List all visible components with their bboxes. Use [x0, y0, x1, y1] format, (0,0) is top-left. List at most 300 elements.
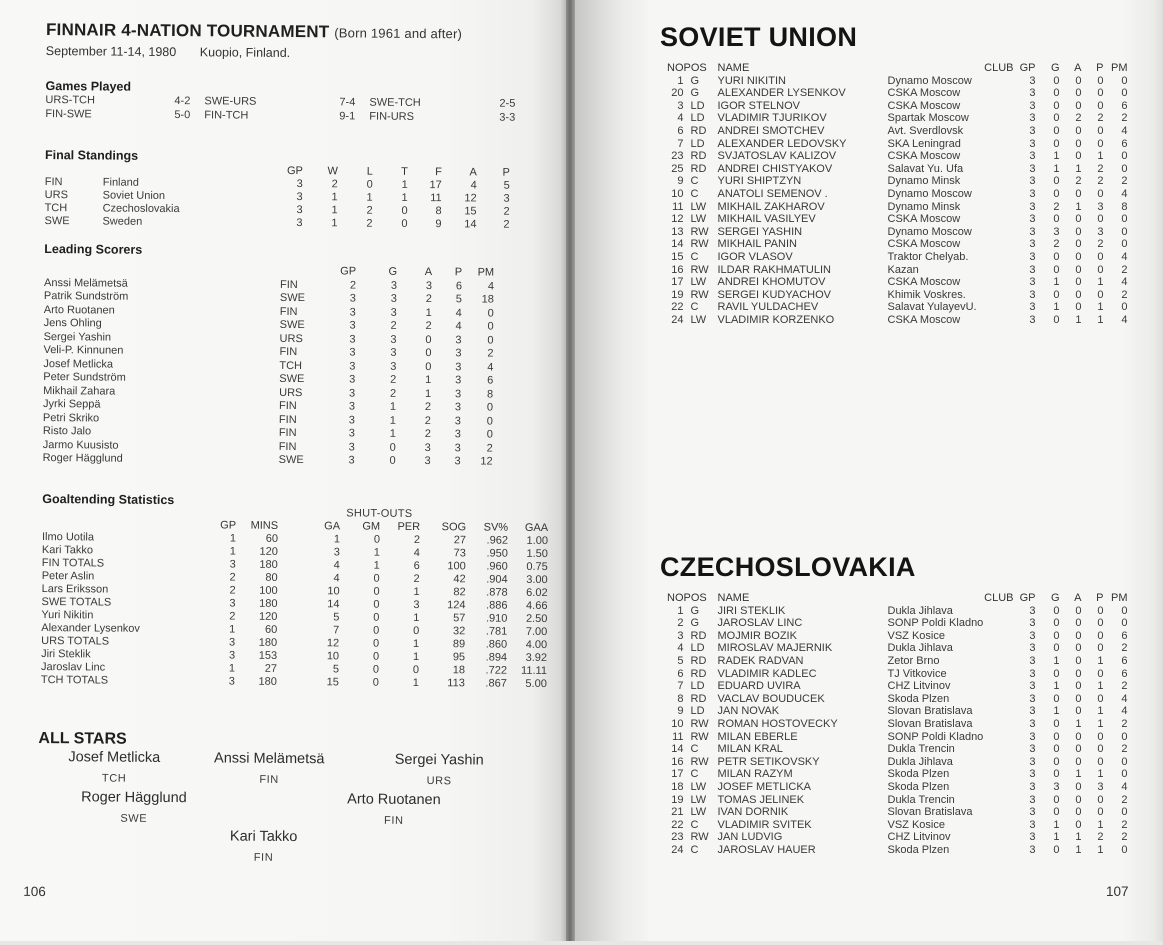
- stat-gp: 3: [1029, 793, 1036, 806]
- stat-pm: 6: [1121, 654, 1128, 667]
- stat-gp: 3: [1029, 780, 1036, 793]
- stat-p: 1: [1097, 717, 1104, 730]
- stat-p: 1: [1097, 705, 1104, 718]
- roster-row: [660, 213, 1128, 226]
- stat-p: 5: [503, 179, 510, 192]
- match-label: SWE-TCH: [369, 96, 421, 109]
- stat-a: 0: [1075, 213, 1082, 226]
- stat-gm: 0: [372, 676, 379, 689]
- all-star-name: Arto Ruotanen: [347, 791, 441, 809]
- player-position: RW: [690, 717, 709, 730]
- stat-gp: 3: [1029, 730, 1036, 743]
- stat-a: 0: [1075, 288, 1082, 301]
- stat-pm: 0: [1121, 74, 1128, 87]
- stat-l: 2: [366, 217, 373, 230]
- stat-sog: 124: [447, 599, 466, 612]
- team-name: Finland: [102, 176, 139, 189]
- match-label: FIN-URS: [369, 110, 414, 123]
- player-club: Slovan Bratislava: [887, 705, 973, 718]
- stat-pm: 0: [1121, 730, 1128, 743]
- player-name: MIKHAIL VASILYEV: [717, 213, 816, 226]
- player-position: LW: [690, 806, 707, 819]
- player-club: Spartak Moscow: [887, 112, 969, 125]
- roster-row: [660, 794, 1128, 807]
- stat-pm: 6: [1121, 99, 1128, 112]
- stat-a: 0: [425, 360, 432, 373]
- player-name: MOJMIR BOZIK: [717, 629, 797, 642]
- roster-row: [660, 264, 1128, 277]
- stat-pm: 2: [1121, 793, 1128, 806]
- roster-row: [660, 201, 1128, 214]
- stat-pm: 0: [486, 428, 493, 441]
- stat-f: 17: [429, 179, 442, 192]
- player-position: LW: [690, 213, 707, 226]
- player-number: 23: [671, 150, 684, 163]
- match-score: 3-3: [499, 111, 516, 124]
- stat-gp: 3: [1029, 843, 1036, 856]
- stat-ga: 12: [326, 637, 340, 650]
- stat-pm: 0: [1121, 150, 1128, 163]
- scorer-row: [43, 452, 493, 469]
- player-club: Dynamo Moscow: [887, 225, 972, 238]
- stat-a: 0: [425, 347, 432, 360]
- player-name: ALEXANDER LEDOVSKY: [717, 137, 847, 150]
- column-header: PM: [477, 266, 495, 279]
- soviet-roster-rows: [660, 75, 1128, 327]
- stat-pm: 4: [1121, 250, 1128, 263]
- stat-p: 0: [1097, 124, 1104, 137]
- stat-a: 0: [1075, 806, 1082, 819]
- player-team: FIN: [279, 399, 297, 413]
- stat-a: 0: [1075, 730, 1082, 743]
- player-club: TJ Vitkovice: [887, 667, 947, 680]
- all-star-name: Anssi Melämetsä: [214, 750, 325, 768]
- roster-row: [660, 831, 1128, 844]
- stat-a: 2: [425, 293, 432, 306]
- player-name: Jens Ohling: [43, 317, 102, 330]
- stat-gp: 3: [1029, 717, 1036, 730]
- stat-pm: 2: [1121, 680, 1128, 693]
- player-number: 3: [677, 629, 684, 642]
- player-name: VLADIMIR KADLEC: [717, 667, 817, 680]
- roster-row: [660, 642, 1128, 655]
- player-name: JAN NOVAK: [717, 705, 780, 718]
- stat-g: 2: [390, 319, 397, 332]
- player-team: FIN: [279, 305, 298, 318]
- stat-a: 1: [1075, 843, 1082, 856]
- stat-g: 0: [389, 441, 396, 454]
- stat-a: 3: [424, 441, 431, 454]
- player-name: JIRI STEKLIK: [717, 604, 786, 617]
- stat-a: 1: [425, 374, 432, 387]
- stat-g: 1: [1053, 301, 1060, 314]
- stat-gp: 3: [1029, 200, 1036, 213]
- player-club: SONP Poldi Kladno: [887, 730, 984, 743]
- stat-p: 3: [454, 414, 461, 427]
- stat-gp: 3: [1029, 74, 1036, 87]
- left-page: [0, 0, 566, 941]
- stat-gp: 3: [1029, 250, 1036, 263]
- player-name: VLADIMIR TJURIKOV: [717, 112, 827, 125]
- stat-mins: 100: [259, 584, 278, 597]
- goalie-name: TCH TOTALS: [40, 674, 109, 687]
- column-header: P: [1096, 62, 1104, 74]
- stat-per: 2: [413, 533, 421, 547]
- all-star-name: Kari Takko: [229, 828, 298, 846]
- player-club: Skoda Plzen: [887, 692, 950, 705]
- player-position: LW: [690, 780, 707, 793]
- column-header: A: [1074, 592, 1082, 604]
- stat-pm: 4: [1121, 187, 1128, 200]
- stat-gm: 0: [373, 598, 380, 611]
- stat-gp: 2: [229, 610, 236, 623]
- stat-p: 1: [1097, 680, 1104, 693]
- stat-a: 1: [424, 387, 432, 400]
- player-club: Zetor Brno: [887, 654, 940, 667]
- stat-a: 0: [1075, 617, 1082, 630]
- stat-ga: 4: [333, 572, 340, 585]
- stat-gp: 3: [349, 359, 356, 372]
- stat-p: 0: [1097, 187, 1104, 200]
- stat-p: 0: [1097, 137, 1104, 150]
- player-position: RD: [690, 692, 707, 705]
- stat-p: 4: [455, 320, 462, 333]
- goalie-name: Jaroslav Linc: [40, 661, 106, 674]
- stat-svpct: .960: [486, 560, 508, 573]
- stat-gp: 3: [1029, 213, 1036, 226]
- stat-gp: 3: [1029, 87, 1036, 100]
- player-position: G: [690, 617, 700, 630]
- player-number: 4: [677, 112, 684, 125]
- player-team: FIN: [278, 440, 297, 453]
- stat-l: 0: [366, 178, 373, 191]
- roster-row: [660, 112, 1128, 125]
- stat-pm: 6: [1121, 667, 1128, 680]
- games-played-heading: Games Played: [45, 79, 132, 94]
- stat-sog: 100: [447, 560, 466, 573]
- stat-p: 0: [1097, 755, 1104, 768]
- column-header: GP: [1019, 592, 1036, 604]
- shutouts-span-label: SHUT-OUTS: [346, 507, 413, 520]
- stat-g: 0: [1053, 137, 1060, 150]
- stat-gp: 3: [1029, 99, 1036, 112]
- stat-g: 0: [1053, 743, 1060, 756]
- stat-gaa: 4.66: [526, 599, 548, 613]
- stat-gp: 3: [1029, 301, 1036, 314]
- player-number: 9: [677, 705, 684, 718]
- team-code: SWE: [44, 215, 70, 228]
- roster-row: [660, 806, 1128, 819]
- player-number: 7: [677, 137, 684, 150]
- stat-pm: 4: [1121, 124, 1128, 137]
- player-position: RW: [690, 225, 709, 238]
- player-number: 17: [671, 276, 684, 289]
- stat-gp: 2: [229, 584, 236, 597]
- column-header: NAME: [717, 62, 750, 74]
- stat-a: 0: [1075, 137, 1082, 150]
- goalie-row: [41, 674, 547, 691]
- player-name: JOSEF METLICKA: [717, 780, 812, 793]
- player-name: Petri Skriko: [42, 411, 100, 424]
- player-name: MILAN RAZYM: [717, 768, 793, 781]
- roster-row: [660, 605, 1128, 618]
- stat-a: 1: [1075, 831, 1082, 844]
- player-number: 19: [671, 793, 684, 806]
- player-name: ANDREI KHOMUTOV: [717, 276, 826, 289]
- roster-row: [660, 630, 1128, 643]
- stat-f: 11: [430, 192, 442, 205]
- stat-gp: 3: [349, 332, 356, 345]
- stat-gp: 3: [296, 191, 303, 204]
- stat-pm: 2: [1121, 743, 1128, 756]
- player-position: RD: [690, 629, 707, 642]
- roster-row: [660, 238, 1128, 251]
- all-star-team: TCH: [101, 772, 127, 785]
- stat-g: 0: [1053, 313, 1060, 326]
- player-club: CHZ Litvinov: [887, 680, 951, 693]
- stat-g: 3: [390, 346, 397, 359]
- player-position: C: [690, 175, 699, 188]
- roster-row: [660, 781, 1128, 794]
- all-star-name: Sergei Yashin: [394, 751, 484, 769]
- column-header: GAA: [524, 521, 549, 535]
- stat-per: 1: [412, 676, 419, 689]
- player-club: Slovan Bratislava: [887, 717, 973, 730]
- stat-p: 0: [1097, 604, 1104, 617]
- column-header: SOG: [441, 521, 467, 534]
- player-club: Dukla Jihlava: [887, 642, 953, 655]
- stat-gp: 3: [1029, 225, 1036, 238]
- stat-svpct: .878: [486, 586, 508, 599]
- stat-g: 0: [1053, 213, 1060, 226]
- player-position: RW: [690, 263, 709, 276]
- player-name: JAN LUDVIG: [717, 831, 783, 844]
- stat-gaa: 3.92: [525, 651, 548, 665]
- stat-pm: 0: [486, 415, 493, 428]
- stat-gp: 3: [348, 427, 355, 440]
- stat-sog: 27: [453, 534, 467, 547]
- final-standings-heading: Final Standings: [44, 148, 139, 163]
- column-header: POS: [683, 62, 707, 74]
- team-name: Czechoslovakia: [102, 202, 180, 216]
- stat-g: 0: [1053, 263, 1060, 276]
- stat-a: 2: [1075, 175, 1082, 188]
- player-number: 22: [671, 301, 684, 314]
- player-name: JAROSLAV LINC: [717, 617, 803, 630]
- column-header: A: [469, 166, 477, 179]
- match-score: 2-5: [499, 97, 516, 110]
- goalie-name: FIN TOTALS: [41, 557, 105, 570]
- stat-gp: 3: [1029, 150, 1036, 163]
- czechoslovakia-title: CZECHOSLOVAKIA: [660, 552, 916, 582]
- stat-g: 3: [390, 292, 397, 305]
- player-name: MIROSLAV MAJERNIK: [717, 642, 833, 655]
- player-name: PETR SETIKOVSKY: [717, 755, 820, 768]
- player-number: 9: [677, 175, 684, 188]
- player-position: LD: [690, 137, 705, 150]
- stat-a: 0: [1075, 692, 1082, 705]
- stat-t: 1: [401, 178, 408, 191]
- stat-pm: 0: [486, 401, 494, 414]
- player-team: TCH: [279, 359, 303, 372]
- stat-p: 3: [1097, 780, 1104, 793]
- stat-gp: 3: [1029, 288, 1036, 301]
- player-team: FIN: [279, 278, 298, 291]
- roster-row: [660, 163, 1128, 176]
- stat-p: 2: [1097, 175, 1104, 188]
- stat-g: 0: [1053, 692, 1060, 705]
- stat-p: 0: [1097, 667, 1104, 680]
- stat-g: 0: [1053, 793, 1060, 806]
- czech-roster-head: [660, 592, 1128, 605]
- stat-gp: 3: [1029, 137, 1036, 150]
- stat-g: 0: [1053, 629, 1060, 642]
- stat-pm: 0: [1121, 843, 1128, 856]
- stat-ga: 5: [333, 611, 340, 624]
- stat-gp: 3: [228, 649, 236, 662]
- soviet-roster-head: [660, 62, 1128, 75]
- player-number: 13: [671, 225, 684, 238]
- stat-pm: 0: [1121, 213, 1128, 226]
- stat-gm: 0: [373, 637, 380, 650]
- roster-row: [660, 819, 1128, 832]
- match-label: URS-TCH: [45, 94, 95, 107]
- player-name: SERGEI YASHIN: [717, 225, 803, 238]
- player-name: MILAN EBERLE: [717, 730, 798, 743]
- player-club: Dukla Jihlava: [887, 604, 953, 617]
- player-club: Salavat Yu. Ufa: [887, 162, 964, 175]
- all-star-team: SWE: [120, 812, 148, 825]
- stat-t: 0: [401, 204, 408, 217]
- stat-gp: 3: [1029, 604, 1036, 617]
- player-position: C: [690, 843, 699, 856]
- stat-p: 1: [1097, 818, 1104, 831]
- stat-pm: 4: [487, 280, 495, 293]
- player-club: CSKA Moscow: [887, 150, 961, 163]
- stat-g: 0: [1053, 74, 1060, 87]
- games-played-rows: [45, 93, 529, 125]
- stat-sog: 18: [452, 664, 466, 677]
- player-club: Dukla Jihlava: [887, 755, 953, 768]
- stat-svpct: .894: [485, 651, 508, 664]
- stat-pm: 2: [1121, 717, 1128, 730]
- stat-gp: 3: [1029, 705, 1036, 718]
- player-name: IGOR VLASOV: [717, 250, 793, 263]
- player-position: RD: [690, 124, 707, 137]
- roster-row: [660, 693, 1128, 706]
- stat-p: 3: [455, 360, 462, 373]
- stat-per: 4: [413, 546, 420, 559]
- player-number: 5: [677, 654, 684, 667]
- player-position: RW: [690, 288, 709, 301]
- stat-p: 0: [1097, 617, 1104, 630]
- player-number: 22: [671, 818, 684, 831]
- column-header: T: [401, 165, 408, 178]
- column-header: GM: [362, 520, 381, 533]
- stat-mins: 80: [265, 571, 278, 584]
- stat-g: 1: [1053, 831, 1060, 844]
- stat-g: 1: [1053, 680, 1060, 693]
- column-header: G: [388, 265, 398, 278]
- column-header: GP: [340, 265, 357, 278]
- stat-p: 3: [454, 428, 461, 441]
- stat-g: 0: [1053, 806, 1060, 819]
- stat-svpct: .904: [486, 573, 508, 586]
- player-club: Dukla Trencin: [887, 743, 955, 756]
- player-name: VLADIMIR KORZENKO: [717, 313, 835, 326]
- player-name: Roger Hägglund: [42, 452, 123, 465]
- stat-pm: 0: [1121, 755, 1128, 768]
- player-position: G: [690, 604, 700, 617]
- player-name: ANATOLI SEMENOV .: [717, 187, 828, 200]
- stat-gm: 0: [373, 624, 380, 637]
- team-code: URS: [44, 189, 68, 202]
- player-team: FIN: [278, 413, 297, 426]
- stat-a: 0: [1075, 87, 1082, 100]
- stat-gp: 3: [229, 597, 236, 610]
- stat-gaa: 4.00: [525, 638, 548, 652]
- stat-pm: 4: [1121, 780, 1128, 793]
- stat-p: 2: [1097, 162, 1104, 175]
- stat-p: 1: [1097, 150, 1104, 163]
- player-position: RD: [690, 162, 707, 175]
- tournament-location: Kuopio, Finland.: [199, 45, 291, 60]
- player-name: RAVIL YULDACHEV: [717, 301, 819, 314]
- stat-pm: 4: [487, 361, 494, 374]
- stat-a: 0: [1075, 604, 1082, 617]
- stat-sog: 113: [447, 677, 465, 690]
- player-position: LD: [690, 642, 705, 655]
- stat-a: 0: [1075, 187, 1082, 200]
- stat-ga: 1: [333, 533, 341, 546]
- player-number: 6: [677, 667, 684, 680]
- tournament-date: September 11-14, 1980: [45, 44, 177, 60]
- stat-gp: 3: [349, 346, 356, 359]
- column-header: P: [1096, 592, 1104, 604]
- stat-g: 0: [1053, 730, 1060, 743]
- roster-row: [660, 226, 1128, 239]
- games-row: [45, 107, 529, 125]
- stat-gp: 3: [1029, 162, 1036, 175]
- stat-g: 1: [1053, 150, 1060, 163]
- player-club: Skoda Plzen: [887, 768, 950, 781]
- roster-row: [660, 188, 1128, 201]
- goalie-name: Kari Takko: [41, 544, 94, 557]
- stat-p: 3: [455, 374, 462, 387]
- player-club: Traktor Chelyab.: [887, 250, 969, 263]
- stat-gp: 3: [349, 373, 356, 386]
- stat-p: 0: [1097, 87, 1104, 100]
- all-star-team: FIN: [383, 814, 404, 827]
- stat-ga: 7: [333, 624, 340, 637]
- stat-ga: 4: [333, 559, 340, 572]
- stat-a: 4: [470, 179, 477, 192]
- stat-pm: 0: [1121, 604, 1128, 617]
- all-star-team: FIN: [259, 773, 279, 786]
- stat-gm: 1: [373, 559, 380, 572]
- stat-a: 12: [464, 192, 477, 205]
- player-name: Veli-P. Kinnunen: [43, 344, 124, 357]
- stat-gm: 0: [373, 585, 380, 598]
- player-name: VLADIMIR SVITEK: [717, 818, 812, 831]
- player-number: 25: [671, 162, 684, 175]
- player-position: C: [690, 187, 699, 200]
- player-club: CSKA Moscow: [887, 313, 961, 326]
- stat-gm: 0: [372, 650, 380, 663]
- player-position: LW: [690, 313, 707, 326]
- player-name: Anssi Melämetsä: [43, 276, 128, 290]
- stat-gp: 3: [1029, 768, 1036, 781]
